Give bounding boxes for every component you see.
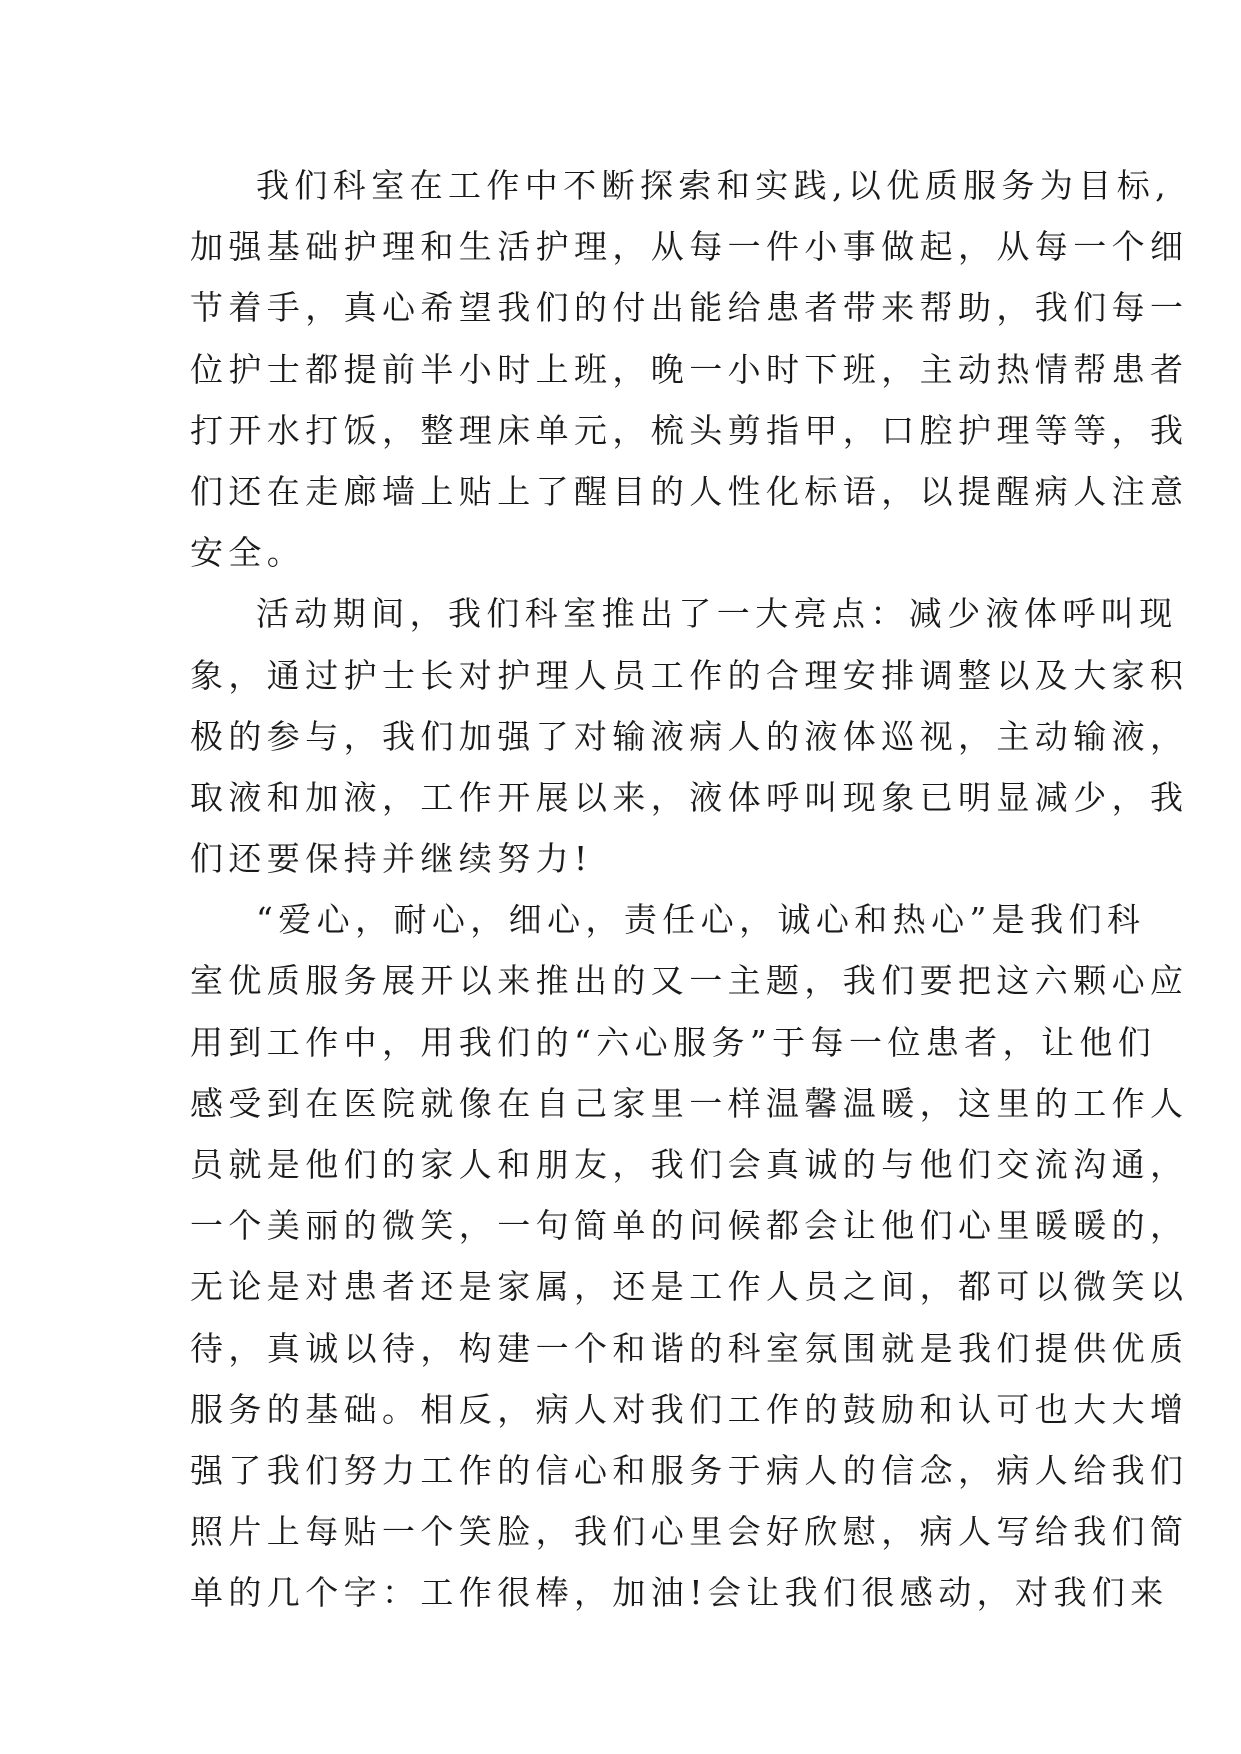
text-line: 们还在走廊墙上贴上了醒目的人性化标语，以提醒病人注意 bbox=[190, 471, 1189, 511]
text-line: 待，真诚以待，构建一个和谐的科室氛围就是我们提供优质 bbox=[190, 1328, 1189, 1368]
text-line: 活动期间，我们科室推出了一大亮点：减少液体呼叫现 bbox=[256, 594, 1178, 634]
text-line: 强了我们努力工作的信心和服务于病人的信念，病人给我们 bbox=[190, 1450, 1189, 1490]
text-line: 无论是对患者还是家属，还是工作人员之间，都可以微笑以 bbox=[190, 1267, 1189, 1307]
text-line: 用到工作中，用我们的“六心服务”于每一位患者，让他们 bbox=[190, 1022, 1157, 1062]
text-line: 感受到在医院就像在自己家里一样温馨温暖，这里的工作人 bbox=[190, 1083, 1189, 1123]
text-line: 取液和加液，工作开展以来，液体呼叫现象已明显减少，我 bbox=[190, 777, 1189, 817]
text-line: 室优质服务展开以来推出的又一主题，我们要把这六颗心应 bbox=[190, 961, 1189, 1001]
text-line: 员就是他们的家人和朋友，我们会真诚的与他们交流沟通， bbox=[190, 1145, 1189, 1184]
text-line: 打开水打饭，整理床单元，梳头剪指甲，口腔护理等等，我 bbox=[190, 410, 1189, 450]
text-line: 位护士都提前半小时上班，晚一小时下班，主动热情帮患者 bbox=[190, 349, 1189, 389]
text-line: 服务的基础。相反，病人对我们工作的鼓励和认可也大大增 bbox=[190, 1389, 1189, 1429]
text-line: 安全。 bbox=[190, 533, 306, 573]
text-line: 节着手，真心希望我们的付出能给患者带来帮助，我们每一 bbox=[190, 288, 1189, 328]
text-line: 们还要保持并继续努力! bbox=[190, 839, 593, 879]
text-line: 一个美丽的微笑，一句简单的问候都会让他们心里暖暖的， bbox=[190, 1206, 1189, 1246]
text-line: 单的几个字：工作很棒，加油!会让我们很感动，对我们来 bbox=[190, 1573, 1169, 1613]
text-line: 象，通过护士长对护理人员工作的合理安排调整以及大家积 bbox=[190, 655, 1189, 695]
document-body bbox=[190, 155, 1189, 1624]
text-line: 照片上每贴一个笑脸，我们心里会好欣慰，病人写给我们简 bbox=[190, 1512, 1189, 1552]
text-line: 我们科室在工作中不断探索和实践,以优质服务为目标, bbox=[256, 166, 1171, 205]
text-line: 极的参与，我们加强了对输液病人的液体巡视，主动输液， bbox=[190, 716, 1189, 756]
text-line: “爱心，耐心，细心，责任心，诚心和热心”是我们科 bbox=[256, 900, 1146, 940]
text-line: 加强基础护理和生活护理，从每一件小事做起，从每一个细 bbox=[190, 227, 1189, 267]
